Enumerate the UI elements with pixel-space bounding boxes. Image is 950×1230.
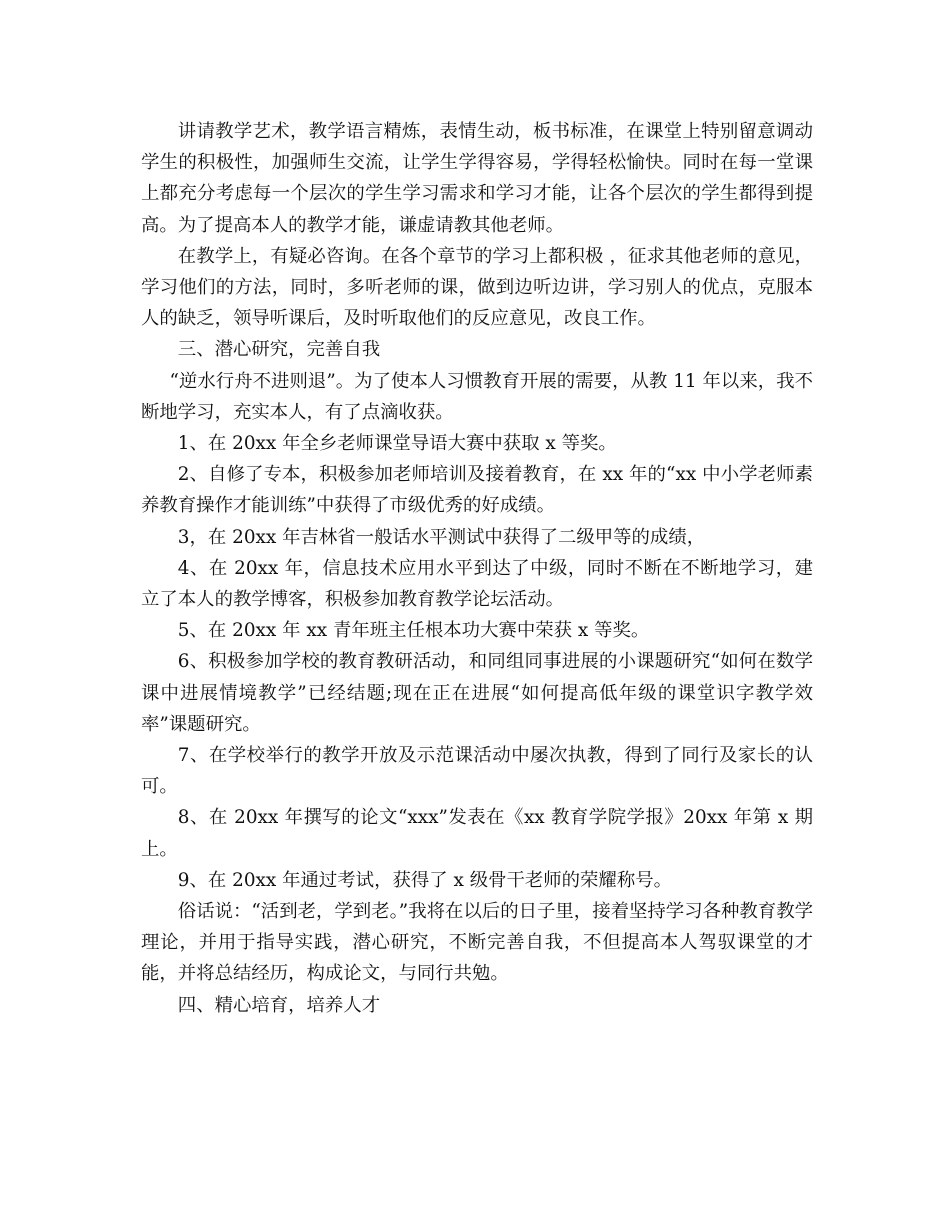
list-item-7: 7、在学校举行的教学开放及示范课活动中屡次执教，得到了同行及家长的认可。 xyxy=(141,745,813,798)
document-body xyxy=(141,116,813,1021)
list-item-3: 3，在 20xx 年吉林省一般话水平测试中获得了二级甲等的成绩， xyxy=(177,526,706,548)
section-heading-3: 三、潜心研究，完善自我 xyxy=(177,339,381,361)
paragraph-lifelong-learning: 俗话说：“活到老，学到老。”我将在以后的日子里，接着坚持学习各种教育教学理论，并用于指导实践，潜心研究，不断完善自我，不但提高本人驾驭课堂的才能，并将总结经历，构成论文，与同行共勉。 xyxy=(141,901,813,985)
list-item-6: 6、积极参加学校的教育教研活动，和同组同事进展的小课题研究“如何在数学课中进展情境教学”已经结题;现在正在进展“如何提高低年级的课堂识字教学效率”课题研究。 xyxy=(141,651,813,735)
list-item-2: 2、自修了专本，积极参加老师培训及接着教育，在 xx 年的“xx 中小学老师素养教育操作才能训练”中获得了市级优秀的好成绩。 xyxy=(141,464,813,517)
list-item-9: 9、在 20xx 年通过考试，获得了 x 级骨干老师的荣耀称号。 xyxy=(177,869,672,891)
list-item-5: 5、在 20xx 年 xx 青年班主任根本功大赛中荣获 x 等奖。 xyxy=(177,620,650,642)
list-item-4: 4、在 20xx 年，信息技术应用水平到达了中级，同时不断在不断地学习，建立了本人的教学博客，积极参加教育教学论坛活动。 xyxy=(141,557,813,611)
list-item-8: 8、在 20xx 年撰写的论文“xxx”发表在《xx 教育学院学报》20xx 年第 x 期上。 xyxy=(141,807,813,860)
paragraph-teaching-art: 讲请教学艺术，教学语言精炼，表情生动，板书标准，在课堂上特别留意调动学生的积极性，加强师生交流，让学生学得容易，学得轻松愉快。同时在每一堂课上都充分考虑每一个层次的学生学习需求和学习才能，让各个层次的学生都得到提高。为了提高本人的教学才能，谦虚请教其他老师。 xyxy=(141,121,813,236)
paragraph-consulting: 在教学上，有疑必咨询。在各个章节的学习上都积极 ，征求其他老师的意见，学习他们的方法，同时，多听老师的课，做到边听边讲，学习别人的优点，克服本人的缺乏，领导听课后，及时听取他们的反应意见，改良工作。 xyxy=(141,245,813,330)
list-item-1: 1、在 20xx 年全乡老师课堂导语大赛中获取 x 等奖。 xyxy=(177,433,617,455)
paragraph-continuous-learning: “逆水行舟不进则退”。为了使本人习惯教育开展的需要，从教 11 年以来，我不断地学习，充实本人，有了点滴收获。 xyxy=(141,370,813,423)
section-heading-4: 四、精心培育，培养人才 xyxy=(177,994,381,1016)
